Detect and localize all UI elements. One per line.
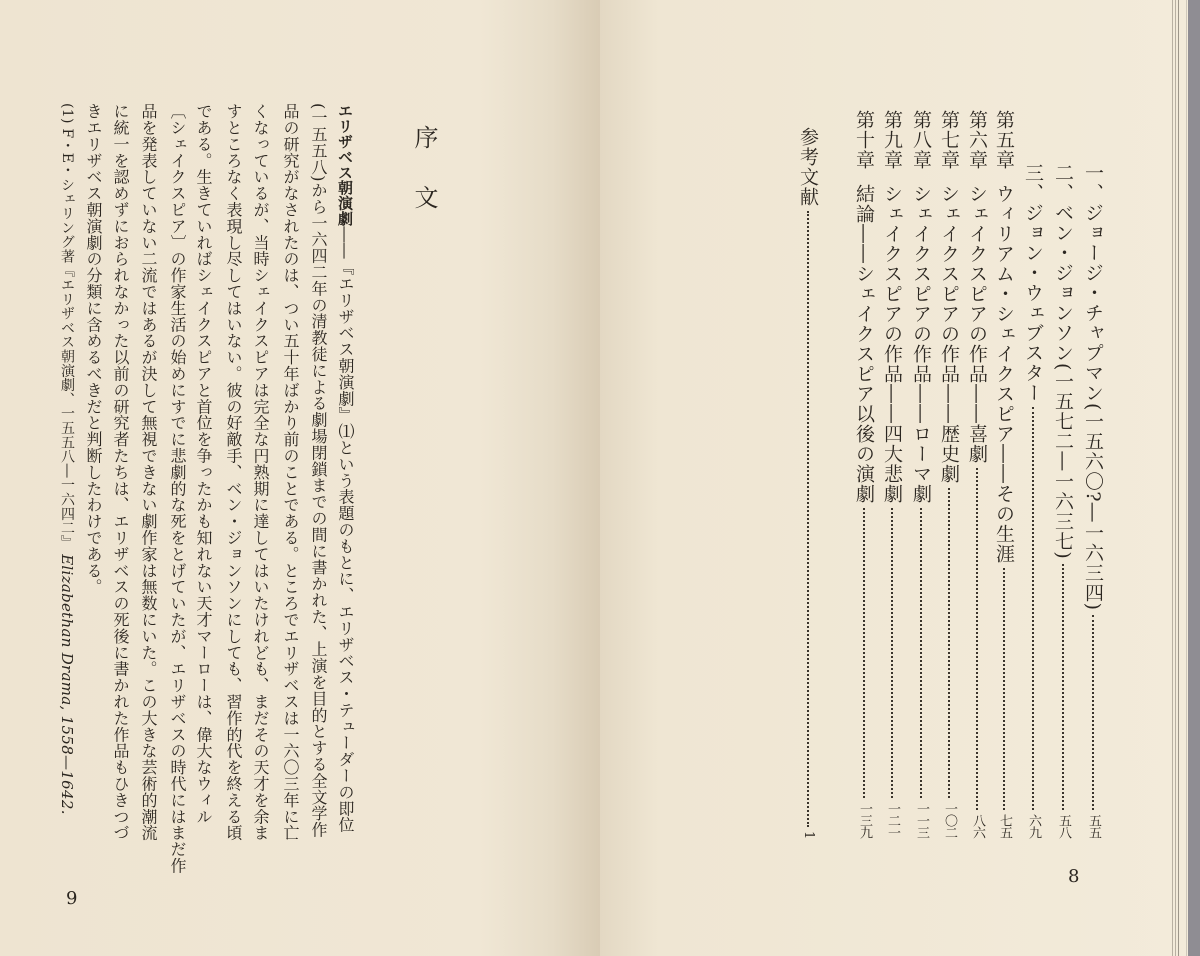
text-line: (一五五八)から一六四二年の清教徒による劇場閉鎖までの間に書かれた、上演を目的とする全文学作: [309, 103, 328, 838]
dot-leader: [1062, 564, 1064, 810]
preface-title: 序文: [410, 125, 438, 245]
toc-entry: [992, 110, 1016, 838]
entry-title: 結論――シェイクスピア以後の演劇: [853, 184, 875, 504]
entry-title: 二、ベン・ジョンソン(一五七二―一六三七): [1052, 163, 1074, 560]
dot-leader: [976, 468, 978, 810]
entry-title: シェイクスピアの作品――歴史劇: [938, 184, 960, 484]
dot-leader: [1092, 615, 1094, 810]
page-number: 9: [66, 888, 78, 909]
chapter-number: 第五章: [993, 110, 1015, 170]
text-line: である。生きていればシェイクスピアと首位を争ったかも知れない天才マーローは、偉大なウィル: [194, 103, 213, 825]
text-line: 〔シェイクスピア〕の作家生活の始めにすでに悲劇的な死をとげていたが、エリザベスの時代にはまだ作: [168, 103, 187, 874]
toc-entry: [880, 110, 904, 838]
heading-term: エリザベス朝演劇: [336, 103, 354, 227]
chapter-number: 第七章: [938, 110, 960, 170]
text-line: きエリザベス朝演劇の分類に含めるべきだと判断したわけである。: [84, 103, 103, 595]
entry-title: シェイクスピアの作品――四大悲劇: [881, 184, 903, 504]
toc-entry: [1021, 163, 1045, 838]
entry-page-number: 八六: [970, 814, 985, 838]
entry-title: シェイクスピアの作品――ローマ劇: [910, 184, 932, 504]
entry-title: 一、ジョージ・チャプマン(一五六〇?―一六三四): [1082, 163, 1104, 612]
entry-page-number: 一一三: [914, 802, 929, 838]
chapter-number: 第十章: [853, 110, 875, 170]
text-line: に統一を認めずにおられなかった以前の研究者たちは、エリザベスの死後に書かれた作品もひきつづ: [111, 103, 130, 841]
toc-entry: [796, 127, 820, 838]
toc-entry: [1051, 163, 1075, 838]
toc-entry: [1081, 163, 1105, 838]
dot-leader: [863, 508, 865, 798]
entry-title: ウィリアム・シェイクスピア――その生涯: [993, 184, 1015, 564]
toc-entry: [852, 110, 876, 838]
footnote: [56, 103, 78, 815]
entry-page-number: 七五: [997, 814, 1012, 838]
chapter-number: 第九章: [881, 110, 903, 170]
heading-rest: ――『エリザベス朝演劇』⑴という表題のもとに、エリザベス・テューダーの即位: [336, 226, 355, 834]
entry-page-number: 一〇二: [942, 802, 957, 838]
dot-leader: [891, 508, 893, 798]
text-line: 品を発表していない二流ではあるが決して無視できない劇作家は無数にいた。この大きな芸術的潮流: [139, 103, 158, 841]
entry-page-number: 五五: [1086, 814, 1101, 838]
entry-title: シェイクスピアの作品――喜劇: [966, 184, 988, 464]
text-line: くなっているが、当時シェイクスピアは完全な円熟期に達してはいたけれども、まだその天才を余ま: [251, 103, 270, 841]
text-line: すところなく表現し尽してはいない。彼の好敵手、ベン・ジョンソンにしても、習作的代を終える頃: [224, 103, 243, 841]
right-page: [600, 0, 1188, 956]
entry-page-number: 一二一: [885, 802, 900, 838]
chapter-number: 第六章: [966, 110, 988, 170]
dot-leader: [920, 508, 922, 798]
footnote-english-title: Elizabethan Drama, 1558—1642.: [58, 554, 76, 815]
entry-page-number: 五八: [1056, 814, 1071, 838]
dot-leader: [1003, 568, 1005, 810]
footnote-text: (1) F・E・シェリング著『エリザベス朝演劇、一五五八―一六四二』: [59, 103, 75, 550]
toc-entry: [965, 110, 989, 838]
entry-page-number: 六九: [1026, 814, 1041, 838]
entry-page-number: 1: [801, 830, 816, 838]
heading-line: [334, 103, 356, 833]
chapter-number: 第八章: [910, 110, 932, 170]
dot-leader: [807, 211, 809, 827]
toc-entry: [937, 110, 961, 838]
toc-entry: [909, 110, 933, 838]
entry-title: 三、ジョン・ウェブスター: [1022, 163, 1044, 403]
entry-title: 参考文献: [797, 127, 819, 207]
dot-leader: [948, 488, 950, 798]
entry-page-number: 一三九: [857, 802, 872, 838]
text-line: 品の研究がなされたのは、つい五十年ばかり前のことである。ところでエリザベスは一六〇三年に亡: [281, 103, 300, 841]
page-number: 8: [1068, 866, 1080, 887]
dot-leader: [1032, 407, 1034, 810]
